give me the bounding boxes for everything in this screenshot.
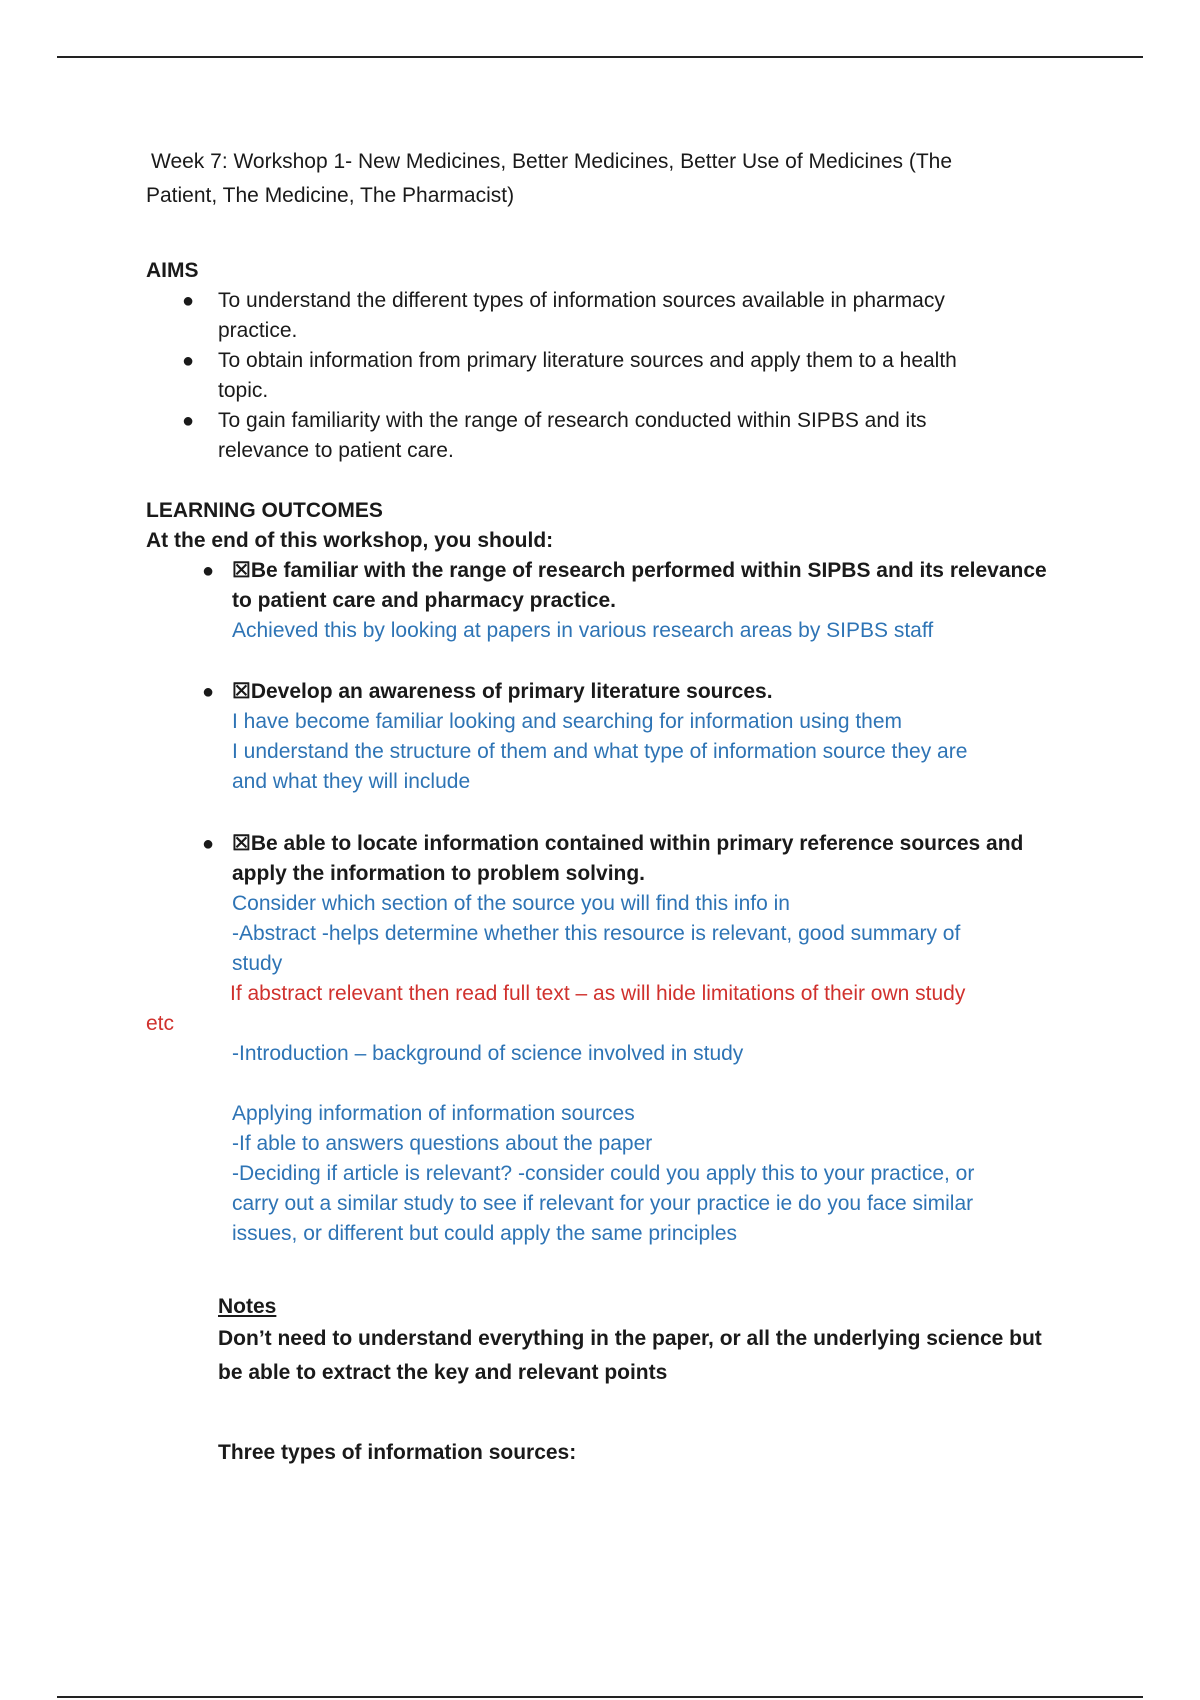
outcome-item-1 [146, 556, 1086, 646]
outcome-3-note: -Abstract -helps determine whether this resource is relevant, good summary of [232, 922, 961, 945]
checkbox-checked-icon: ☒ [232, 559, 251, 582]
aims-list [146, 286, 1046, 466]
aims-item-text: To understand the different types of information sources available in pharmacy [218, 289, 945, 312]
aims-item [146, 346, 1046, 406]
bullet-icon: ● [202, 560, 215, 582]
information-sources-heading: Three types of information sources: [218, 1441, 577, 1464]
outcome-3-note: Consider which section of the source you will find this info in [232, 892, 790, 915]
outcome-3-note: carry out a similar study to see if relevant for your practice ie do you face similar [232, 1192, 974, 1215]
outcome-1-title: Be familiar with the range of research performed within SIPBS and its relevance [250, 559, 1047, 582]
outcome-1-note: Achieved this by looking at papers in various research areas by SIPBS staff [232, 619, 934, 642]
outcome-3-note: Applying information of information sources [232, 1102, 635, 1125]
page-title-line-1: Week 7: Workshop 1- New Medicines, Better Medicines, Better Use of Medicines (The [151, 150, 953, 173]
bottom-rule [57, 1696, 1143, 1698]
page-title-line-2: Patient, The Medicine, The Pharmacist) [146, 184, 515, 207]
outcome-3-note: -If able to answers questions about the paper [232, 1132, 653, 1155]
aims-heading: AIMS [146, 259, 199, 282]
outcomes-heading: LEARNING OUTCOMES [146, 499, 383, 522]
outcome-3-note: issues, or different but could apply the same principles [232, 1222, 738, 1245]
notes-line: Don’t need to understand everything in the paper, or all the underlying science but [218, 1327, 1042, 1350]
outcome-2-note: I understand the structure of them and what type of information source they are [232, 740, 968, 763]
outcome-2-title: Develop an awareness of primary literature sources. [250, 680, 773, 703]
checkbox-checked-icon: ☒ [232, 680, 251, 703]
outcome-item-2 [146, 677, 1086, 797]
outcome-3-note: -Deciding if article is relevant? -consider could you apply this to your practice, or [232, 1162, 975, 1185]
outcome-3-red-note: etc [146, 1012, 175, 1035]
top-rule [57, 56, 1143, 58]
outcome-3-note: -Introduction – background of science involved in study [232, 1042, 744, 1065]
bullet-icon: ● [202, 681, 215, 703]
aims-item-text: To gain familiarity with the range of research conducted within SIPBS and its [218, 409, 927, 432]
outcome-2-note: I have become familiar looking and searching for information using them [232, 710, 903, 733]
aims-item-text: practice. [218, 319, 298, 342]
aims-item-text: To obtain information from primary literature sources and apply them to a health [218, 349, 957, 372]
bullet-icon: ● [182, 350, 195, 372]
outcome-3-title: Be able to locate information contained within primary reference sources and [250, 832, 1024, 855]
aims-item [146, 286, 1046, 346]
outcome-item-3 [146, 829, 1106, 1249]
bullet-icon: ● [202, 833, 215, 855]
checkbox-checked-icon: ☒ [232, 832, 251, 855]
bullet-icon: ● [182, 290, 195, 312]
outcomes-subheading: At the end of this workshop, you should: [146, 529, 554, 552]
bullet-icon: ● [182, 410, 195, 432]
notes-line: be able to extract the key and relevant points [218, 1361, 668, 1384]
page-title [146, 145, 952, 213]
outcome-3-note: study [232, 952, 283, 975]
outcome-3-red-note: If abstract relevant then read full text – as will hide limitations of their own study [230, 982, 966, 1005]
outcome-1-title-cont: to patient care and pharmacy practice. [232, 589, 616, 612]
notes-heading: Notes [218, 1295, 277, 1318]
aims-item-text: topic. [218, 379, 269, 402]
outcome-3-title-cont: apply the information to problem solving. [232, 862, 646, 885]
aims-item-text: relevance to patient care. [218, 439, 454, 462]
notes-text [218, 1322, 1042, 1390]
outcome-2-note: and what they will include [232, 770, 471, 793]
aims-item [146, 406, 1046, 466]
